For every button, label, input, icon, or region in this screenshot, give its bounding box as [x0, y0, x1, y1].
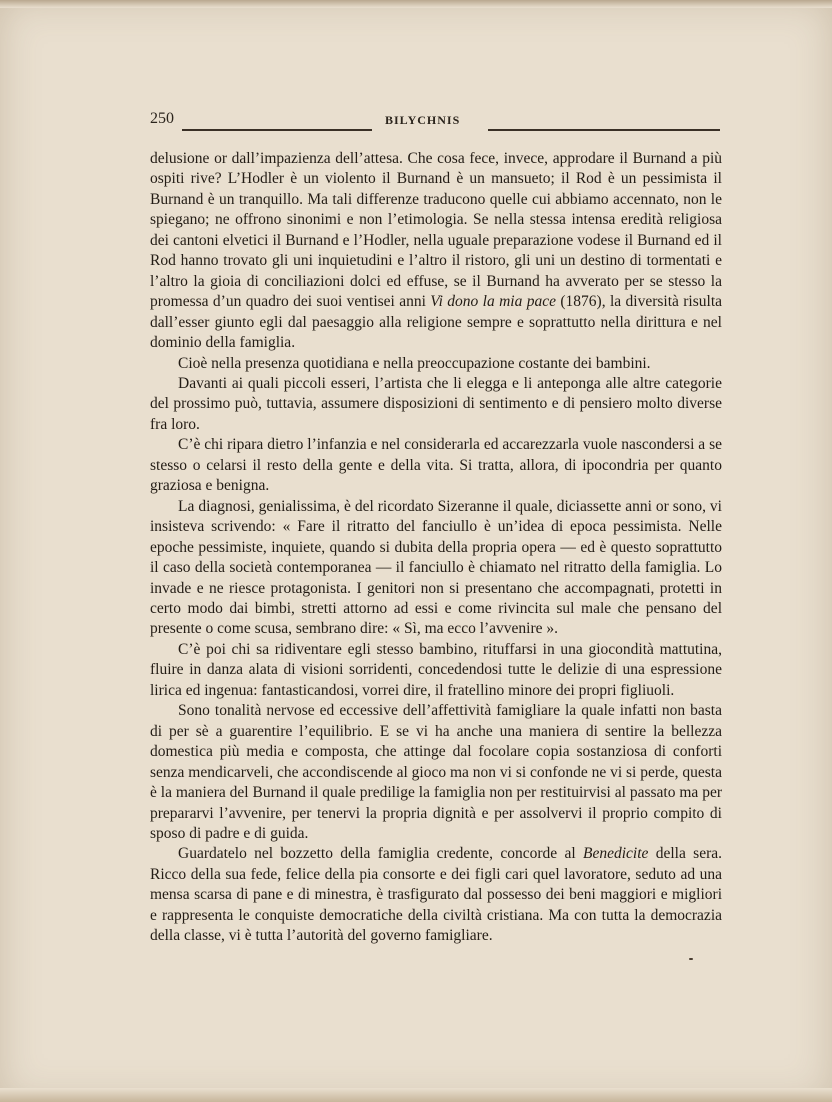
italic-title: Benedicite: [583, 845, 649, 863]
header-rule-left: [182, 129, 372, 131]
paragraph: C’è poi chi sa ridiventare egli stesso bambino, rituffarsi in una giocondità mattutina, fluire in danza alata di visioni sorridenti, concedendosi tutte le delizie di una espressione lirica ed ingenua: fantasticandosi, vorrei dire, il fratellino minore dei propri figliuoli.: [150, 640, 722, 699]
italic-title: Vi dono la mia pace: [430, 293, 556, 311]
header-rule-right: [488, 129, 720, 131]
paragraph: Davanti ai quali piccoli esseri, l’artista che li elegga e li anteponga alle altre categorie del prossimo può, tuttavia, assumere disposizioni di sentimento e di pensiero molto diverse fra loro.: [150, 374, 722, 433]
running-head: BILYCHNIS: [385, 113, 461, 127]
body-text: [150, 149, 722, 947]
paragraph: Cioè nella presenza quotidiana e nella preoccupazione costante dei bambini.: [178, 354, 651, 372]
page-header: [150, 110, 720, 134]
page-edge-top: [0, 0, 832, 8]
paragraph-text: (1876), la diversità risulta dall’esser giunto egli dal paesaggio alla religione sempre e soprattutto nella dirittura e nel dominio della famiglia.: [150, 293, 722, 352]
paragraph: Sono tonalità nervose ed eccessive dell’affettività famigliare la quale infatti non basta di per sè a guarentire l’equilibrio. E se vi ha anche una maniera di sentire la bellezza domestica più media e composta, che attinge dal focolare copia sostanziosa di conforti senza mendicarveli, che accondiscende al gioco ma non vi si confonde ne vi si perde, questa è la maniera del Burnand il quale predilige la famiglia non per restituirvisi al passato ma per prepararvi l’avvenire, per tenervi la propria dignità e per assolvervi il proprio compito di sposo di padre e di guida.: [150, 702, 722, 842]
ink-speck: [689, 958, 693, 960]
paragraph: [150, 844, 722, 946]
paragraph: La diagnosi, genialissima, è del ricordato Sizeranne il quale, diciassette anni or sono, vi insisteva scrivendo: « Fare il ritratto del fanciullo è un’idea di epoca pessimista. Nelle epoche pessimiste, inquiete, quando si dubita della propria opera — ed è questo soprattutto il caso della società contemporanea — il fanciullo è chiamato nel ritratto della famiglia. Lo invade e ne riesce protagonista. I genitori non si presentano che accompagnati, protetti in certo modo dai bimbi, stretti attorno ad essi e come rivincita sul male che pensano del presente o come scusa, sembrano dire: « Sì, ma ecco l’avvenire ».: [150, 497, 722, 638]
paragraph-text: della sera. Ricco della sua fede, felice della pia consorte e dei figli cari quel lavoratore, seduto ad una mensa scarsa di pane e di minestra, è trasfigurato dal possesso dei beni maggiori e migliori e rappresenta le conquiste democratiche della civiltà cristiana. Ma con tutta la democrazia della classe, vi è tutta l’autorità del governo famigliare.: [150, 845, 722, 945]
paragraph-text: Guardatelo nel bozzetto della famiglia credente, concorde al: [178, 845, 583, 863]
page-number: 250: [150, 110, 174, 127]
page-edge-bottom: [0, 1088, 832, 1102]
paragraph-text: delusione or dall’impazienza dell’attesa. Che cosa fece, invece, approdare il Burnand a più ospiti rive? L’Hodler è un violento il Burnand è un mansueto; il Rod è un pessimista il Burnand è un tranquillo. Ma tali differenze traducono quelle cui abbiamo accennato, non le spiegano; ne offrono sinonimi e non l’etimologia. Se nella stessa intensa eredità religiosa dei cantoni elvetici il Burnand e l’Hodler, nella uguale preparazione vodese il Burnand ed il Rod hanno trovato gli uni inquietudini e l’altro il ristoro, gli uni un destino di tormentati e l’altro la gioia di conciliazioni dolci ed effuse, se il Burnand ha avverato per se stesso la promessa d’un quadro dei suoi ventisei anni: [150, 150, 722, 311]
paragraph: [150, 149, 722, 354]
paragraph: C’è chi ripara dietro l’infanzia e nel considerarla ed accarezzarla vuole nascondersi a se stesso o celarsi il resto della gente e della vita. Si tratta, allora, di ipocondria per quanto graziosa e benigna.: [150, 436, 722, 495]
